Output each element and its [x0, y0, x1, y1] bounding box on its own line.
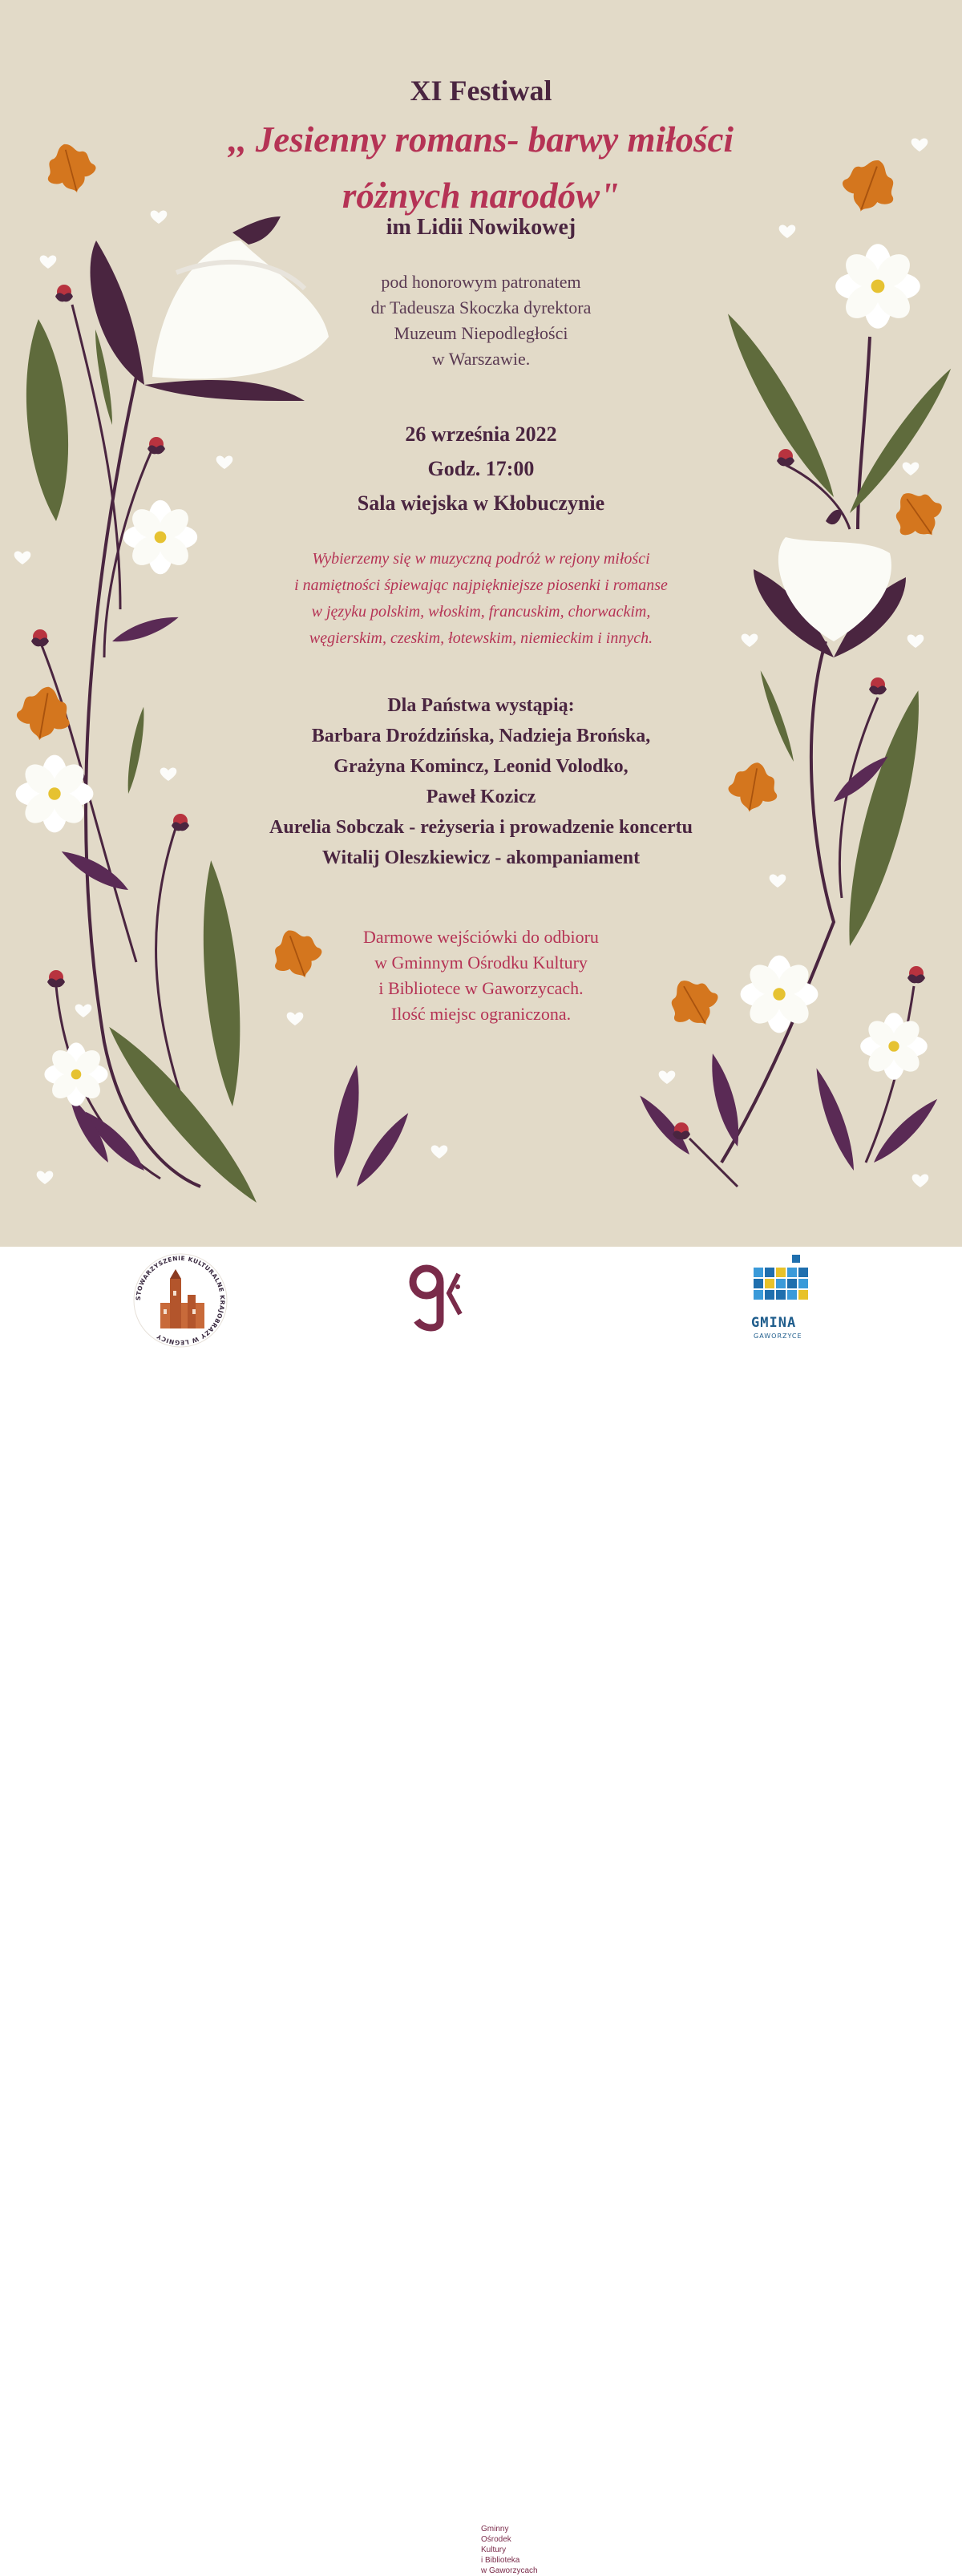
description-line: węgierskim, czeskim, łotewskim, niemieckim i innych.: [309, 629, 653, 647]
association-logo-text: STOWARZYSZENIE KULTURALNE KRAJOBRAZY W LEGNICY: [134, 1254, 227, 1347]
performer-line: Witalij Oleszkiewicz - akompaniament: [321, 847, 641, 868]
gok-logo-line: w Gaworzycach: [481, 2566, 538, 2575]
patronage-line: Muzeum Niepodległości: [394, 323, 568, 343]
gok-logo-line: Kultury: [481, 2546, 507, 2554]
gmina-logo-title: GMINA: [751, 1315, 797, 1331]
event-details: [200, 417, 762, 520]
performer-line: Paweł Kozicz: [426, 787, 536, 807]
performer-line: Aurelia Sobczak - reżyseria i prowadzenie koncertu: [269, 817, 693, 838]
festival-title-line-1: ,, Jesienny romans- barwy miłości: [228, 119, 734, 160]
performer-line: Grażyna Komincz, Leonid Volodko,: [333, 756, 629, 777]
tickets-line: i Bibliotece w Gaworzycach.: [378, 978, 584, 998]
gok-gaworzyce-logo: [407, 1264, 479, 1337]
patronage-block: [200, 269, 762, 372]
krajobrazy-association-logo: [120, 1247, 240, 1351]
patronage-line: dr Tadeusza Skoczka dyrektora: [370, 297, 592, 317]
performer-line: Barbara Droździńska, Nadzieja Brońska,: [311, 726, 651, 746]
gok-logo-line: Gminny: [481, 2525, 509, 2534]
performers-heading: Dla Państwa wystąpią:: [387, 695, 575, 716]
tickets-line: w Gminnym Ośrodku Kultury: [374, 952, 588, 973]
event-time: Godz. 17:00: [427, 457, 535, 480]
gok-logo-line: i Biblioteka: [481, 2556, 520, 2565]
description-line: w języku polskim, włoskim, francuskim, chorwackim,: [311, 603, 651, 621]
gmina-gaworzyce-logo: [752, 1255, 816, 1311]
event-date: 26 września 2022: [405, 423, 557, 446]
gok-logo-text: [481, 2524, 538, 2576]
gmina-logo-subtitle: GAWORZYCE: [754, 1332, 802, 1340]
festival-title-line-2: różnych narodów": [342, 176, 620, 216]
patronage-line: pod honorowym patronatem: [381, 272, 581, 292]
description-line: i namiętności śpiewając najpiękniejsze piosenki i romanse: [294, 576, 668, 594]
sponsor-footer: [0, 1247, 962, 2575]
tickets-line: Ilość miejsc ograniczona.: [390, 1004, 572, 1024]
tickets-info: [200, 924, 762, 1027]
patronage-line: w Warszawie.: [431, 349, 531, 369]
event-description: [168, 546, 794, 652]
gok-logo-line: Ośrodek: [481, 2535, 511, 2544]
tickets-line: Darmowe wejściówki do odbioru: [363, 927, 599, 947]
festival-honoree: im Lidii Nowikowej: [386, 215, 576, 240]
description-line: Wybierzemy się w muzyczną podróż w rejony miłości: [312, 550, 650, 568]
event-venue: Sala wiejska w Kłobuczynie: [357, 491, 605, 515]
performers-block: [168, 690, 794, 873]
festival-edition: XI Festiwal: [410, 75, 552, 107]
poster: [0, 0, 962, 1247]
